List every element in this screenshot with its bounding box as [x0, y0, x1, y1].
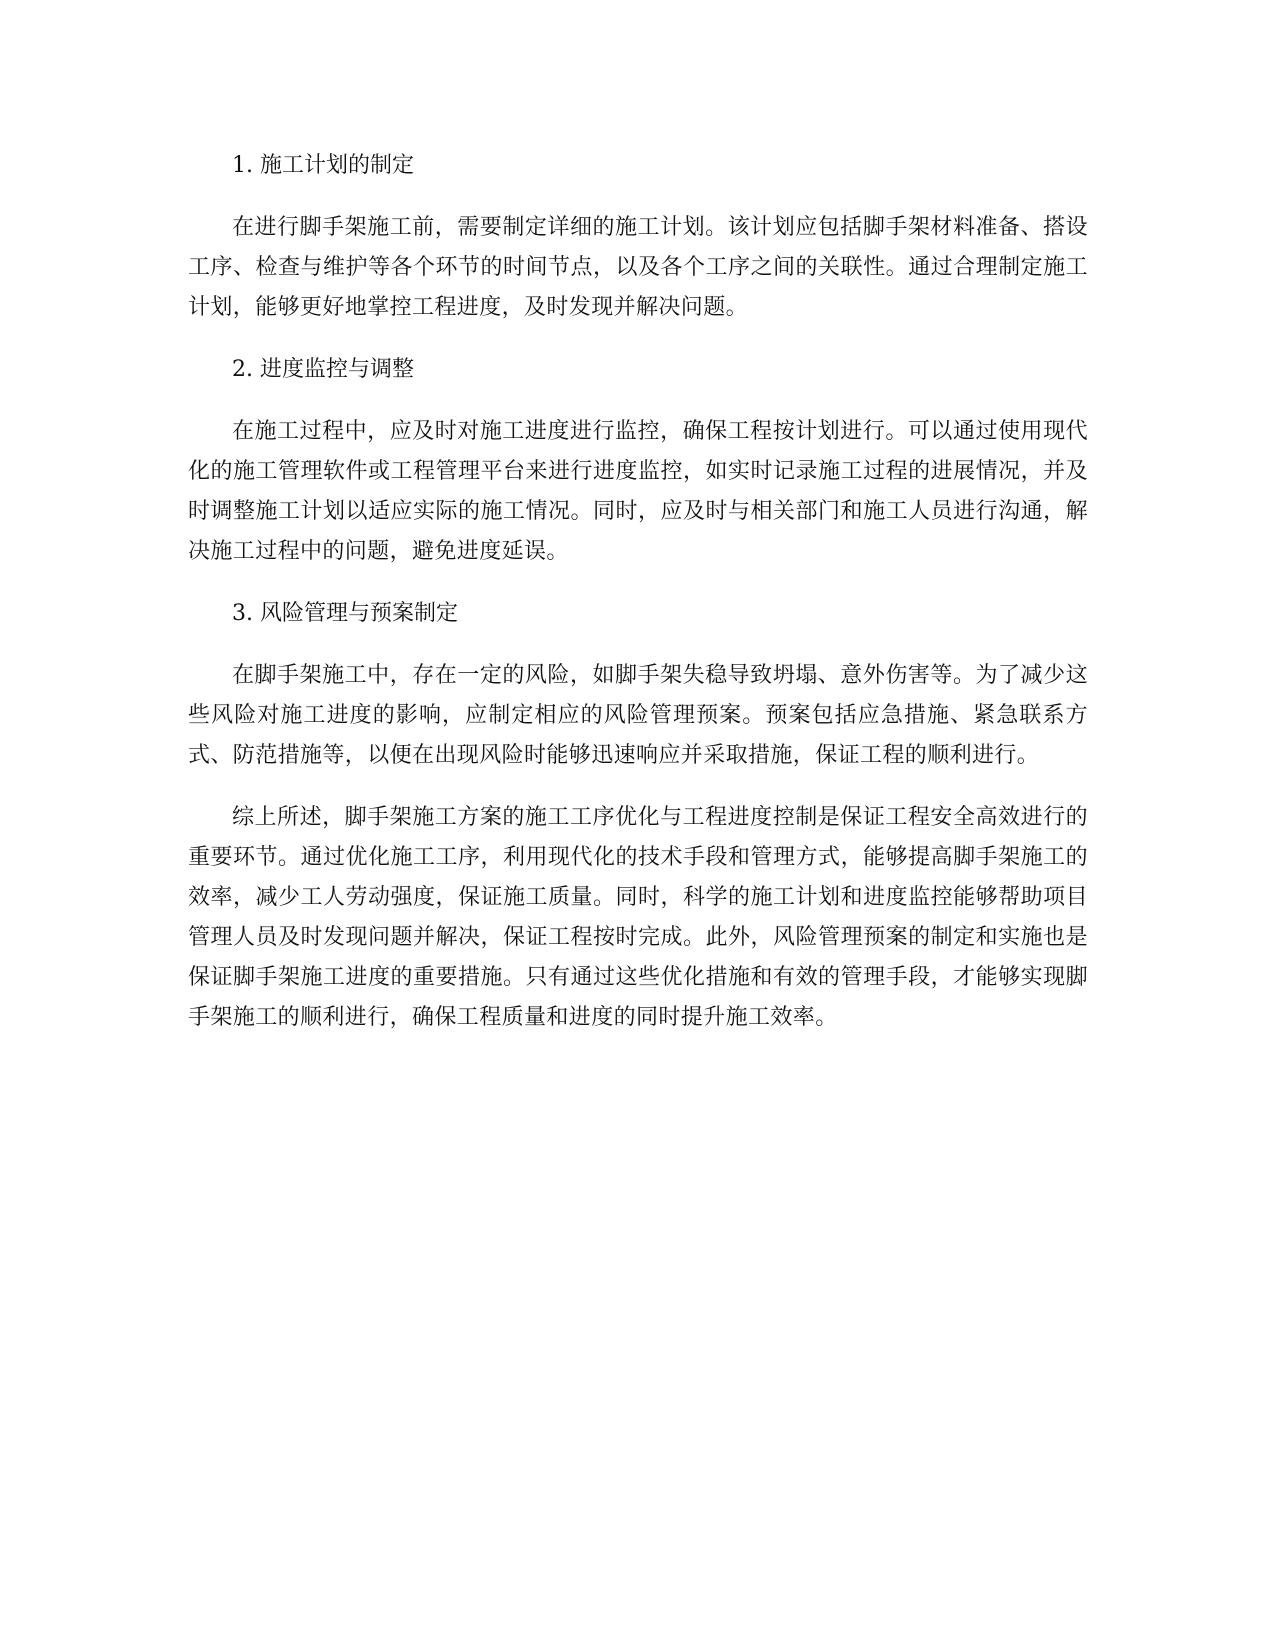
conclusion-paragraph: 综上所述，脚手架施工方案的施工工序优化与工程进度控制是保证工程安全高效进行的重要环节。通过优化施工工序，利用现代化的技术手段和管理方式，能够提高脚手架施工的效率，减少工人劳动强度，保证施工质量。同时，科学的施工计划和进度监控能够帮助项目管理人员及时发现问题并解决，保证工程按时完成。此外，风险管理预案的制定和实施也是保证脚手架施工进度的重要措施。只有通过这些优化措施和有效的管理手段，才能够实现脚手架施工的顺利进行，确保工程质量和进度的同时提升施工效率。: [188, 805, 1088, 1030]
section-paragraph-3: 在脚手架施工中，存在一定的风险，如脚手架失稳导致坍塌、意外伤害等。为了减少这些风险对施工进度的影响，应制定相应的风险管理预案。预案包括应急措施、紧急联系方式、防范措施等，以便在出现风险时能够迅速响应并采取措施，保证工程的顺利进行。: [188, 663, 1088, 768]
document-body: [188, 146, 1088, 1060]
section-heading-3: 3. 风险管理与预案制定: [232, 601, 458, 626]
section-heading-1: 1. 施工计划的制定: [232, 153, 414, 178]
section-paragraph-1: 在进行脚手架施工前，需要制定详细的施工计划。该计划应包括脚手架材料准备、搭设工序、检查与维护等各个环节的时间节点，以及各个工序之间的关联性。通过合理制定施工计划，能够更好地掌控工程进度，及时发现并解决问题。: [188, 215, 1088, 320]
section-heading-2: 2. 进度监控与调整: [232, 357, 414, 382]
section-paragraph-2: 在施工过程中，应及时对施工进度进行监控，确保工程按计划进行。可以通过使用现代化的施工管理软件或工程管理平台来进行进度监控，如实时记录施工过程的进展情况，并及时调整施工计划以适应实际的施工情况。同时，应及时与相关部门和施工人员进行沟通，解决施工过程中的问题，避免进度延误。: [188, 419, 1088, 564]
